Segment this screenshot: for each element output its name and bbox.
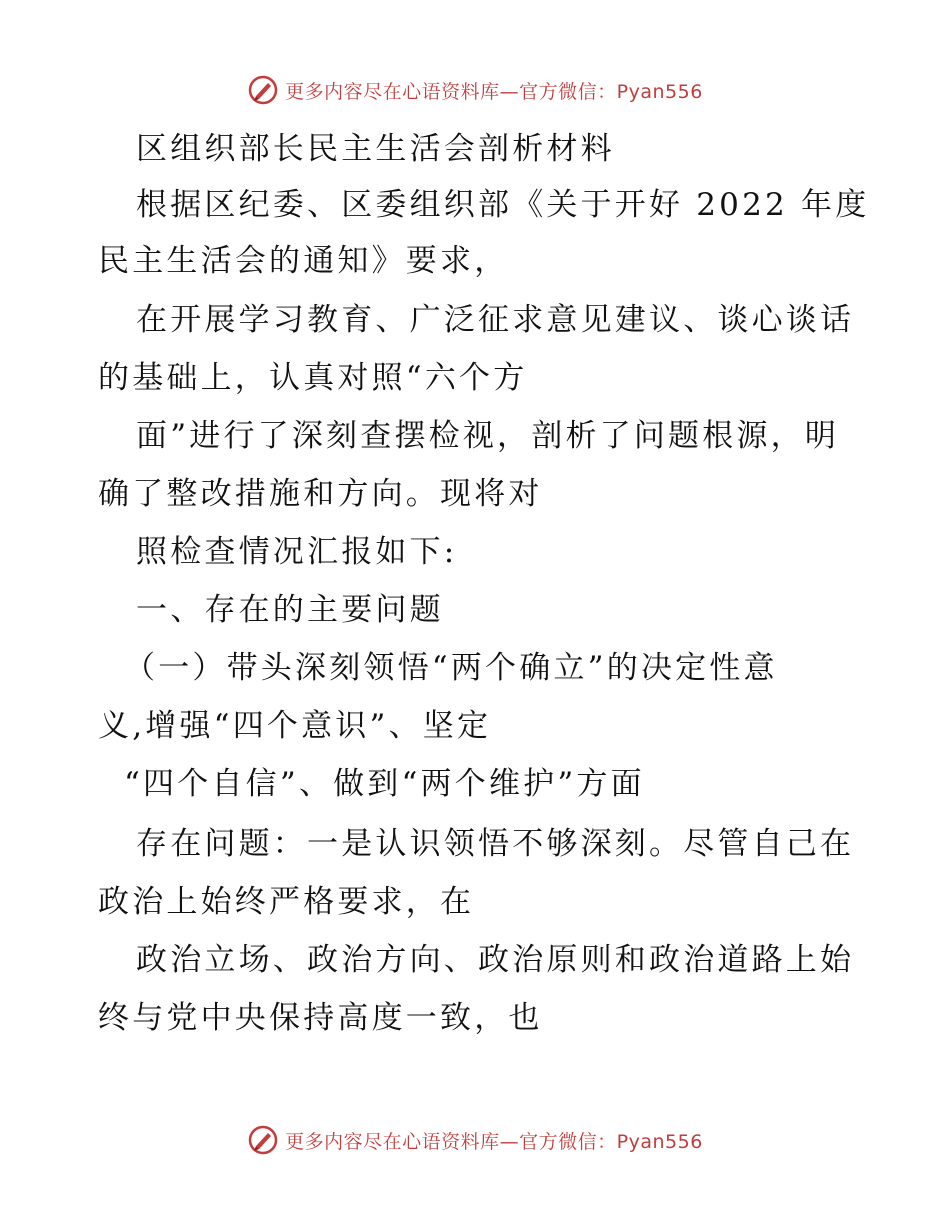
subsection-heading-line: “四个自信”、做到“两个维护”方面 bbox=[124, 766, 645, 802]
watermark-header bbox=[0, 72, 950, 108]
watermark-text: 更多内容尽在心语资料库—官方微信：Pyan556 bbox=[285, 1130, 703, 1153]
paragraph-line: 存在问题：一是认识领悟不够深刻。尽管自己在 bbox=[136, 826, 855, 862]
subsection-heading-line: 义,增强“四个意识”、坚定 bbox=[98, 708, 492, 744]
paragraph-line: 面”进行了深刻查摆检视，剖析了问题根源，明 bbox=[136, 418, 840, 454]
pen-logo-icon bbox=[247, 74, 279, 106]
subsection-heading: （一）带头深刻领悟“两个确立”的决定性意 bbox=[124, 650, 778, 686]
document-title: 区组织部长民主生活会剖析材料 bbox=[136, 131, 615, 167]
pen-logo-icon bbox=[247, 1124, 279, 1156]
paragraph-line: 政治上始终严格要求，在 bbox=[98, 884, 475, 920]
paragraph-line: 在开展学习教育、广泛征求意见建议、谈心谈话 bbox=[136, 302, 855, 338]
paragraph-line: 民主生活会的通知》要求， bbox=[98, 243, 509, 279]
paragraph-line: 根据区纪委、区委组织部《关于开好 2022 年度 bbox=[136, 187, 870, 223]
watermark-text: 更多内容尽在心语资料库—官方微信：Pyan556 bbox=[285, 80, 703, 103]
paragraph-line: 的基础上，认真对照“六个方 bbox=[98, 360, 528, 396]
section-heading: 一、存在的主要问题 bbox=[136, 592, 444, 628]
paragraph-line: 照检查情况汇报如下: bbox=[136, 534, 458, 570]
watermark-footer bbox=[0, 1122, 950, 1158]
paragraph-line: 终与党中央保持高度一致，也 bbox=[98, 1000, 543, 1036]
paragraph-line: 政治立场、政治方向、政治原则和政治道路上始 bbox=[136, 942, 855, 978]
paragraph-line: 确了整改措施和方向。现将对 bbox=[98, 476, 543, 512]
